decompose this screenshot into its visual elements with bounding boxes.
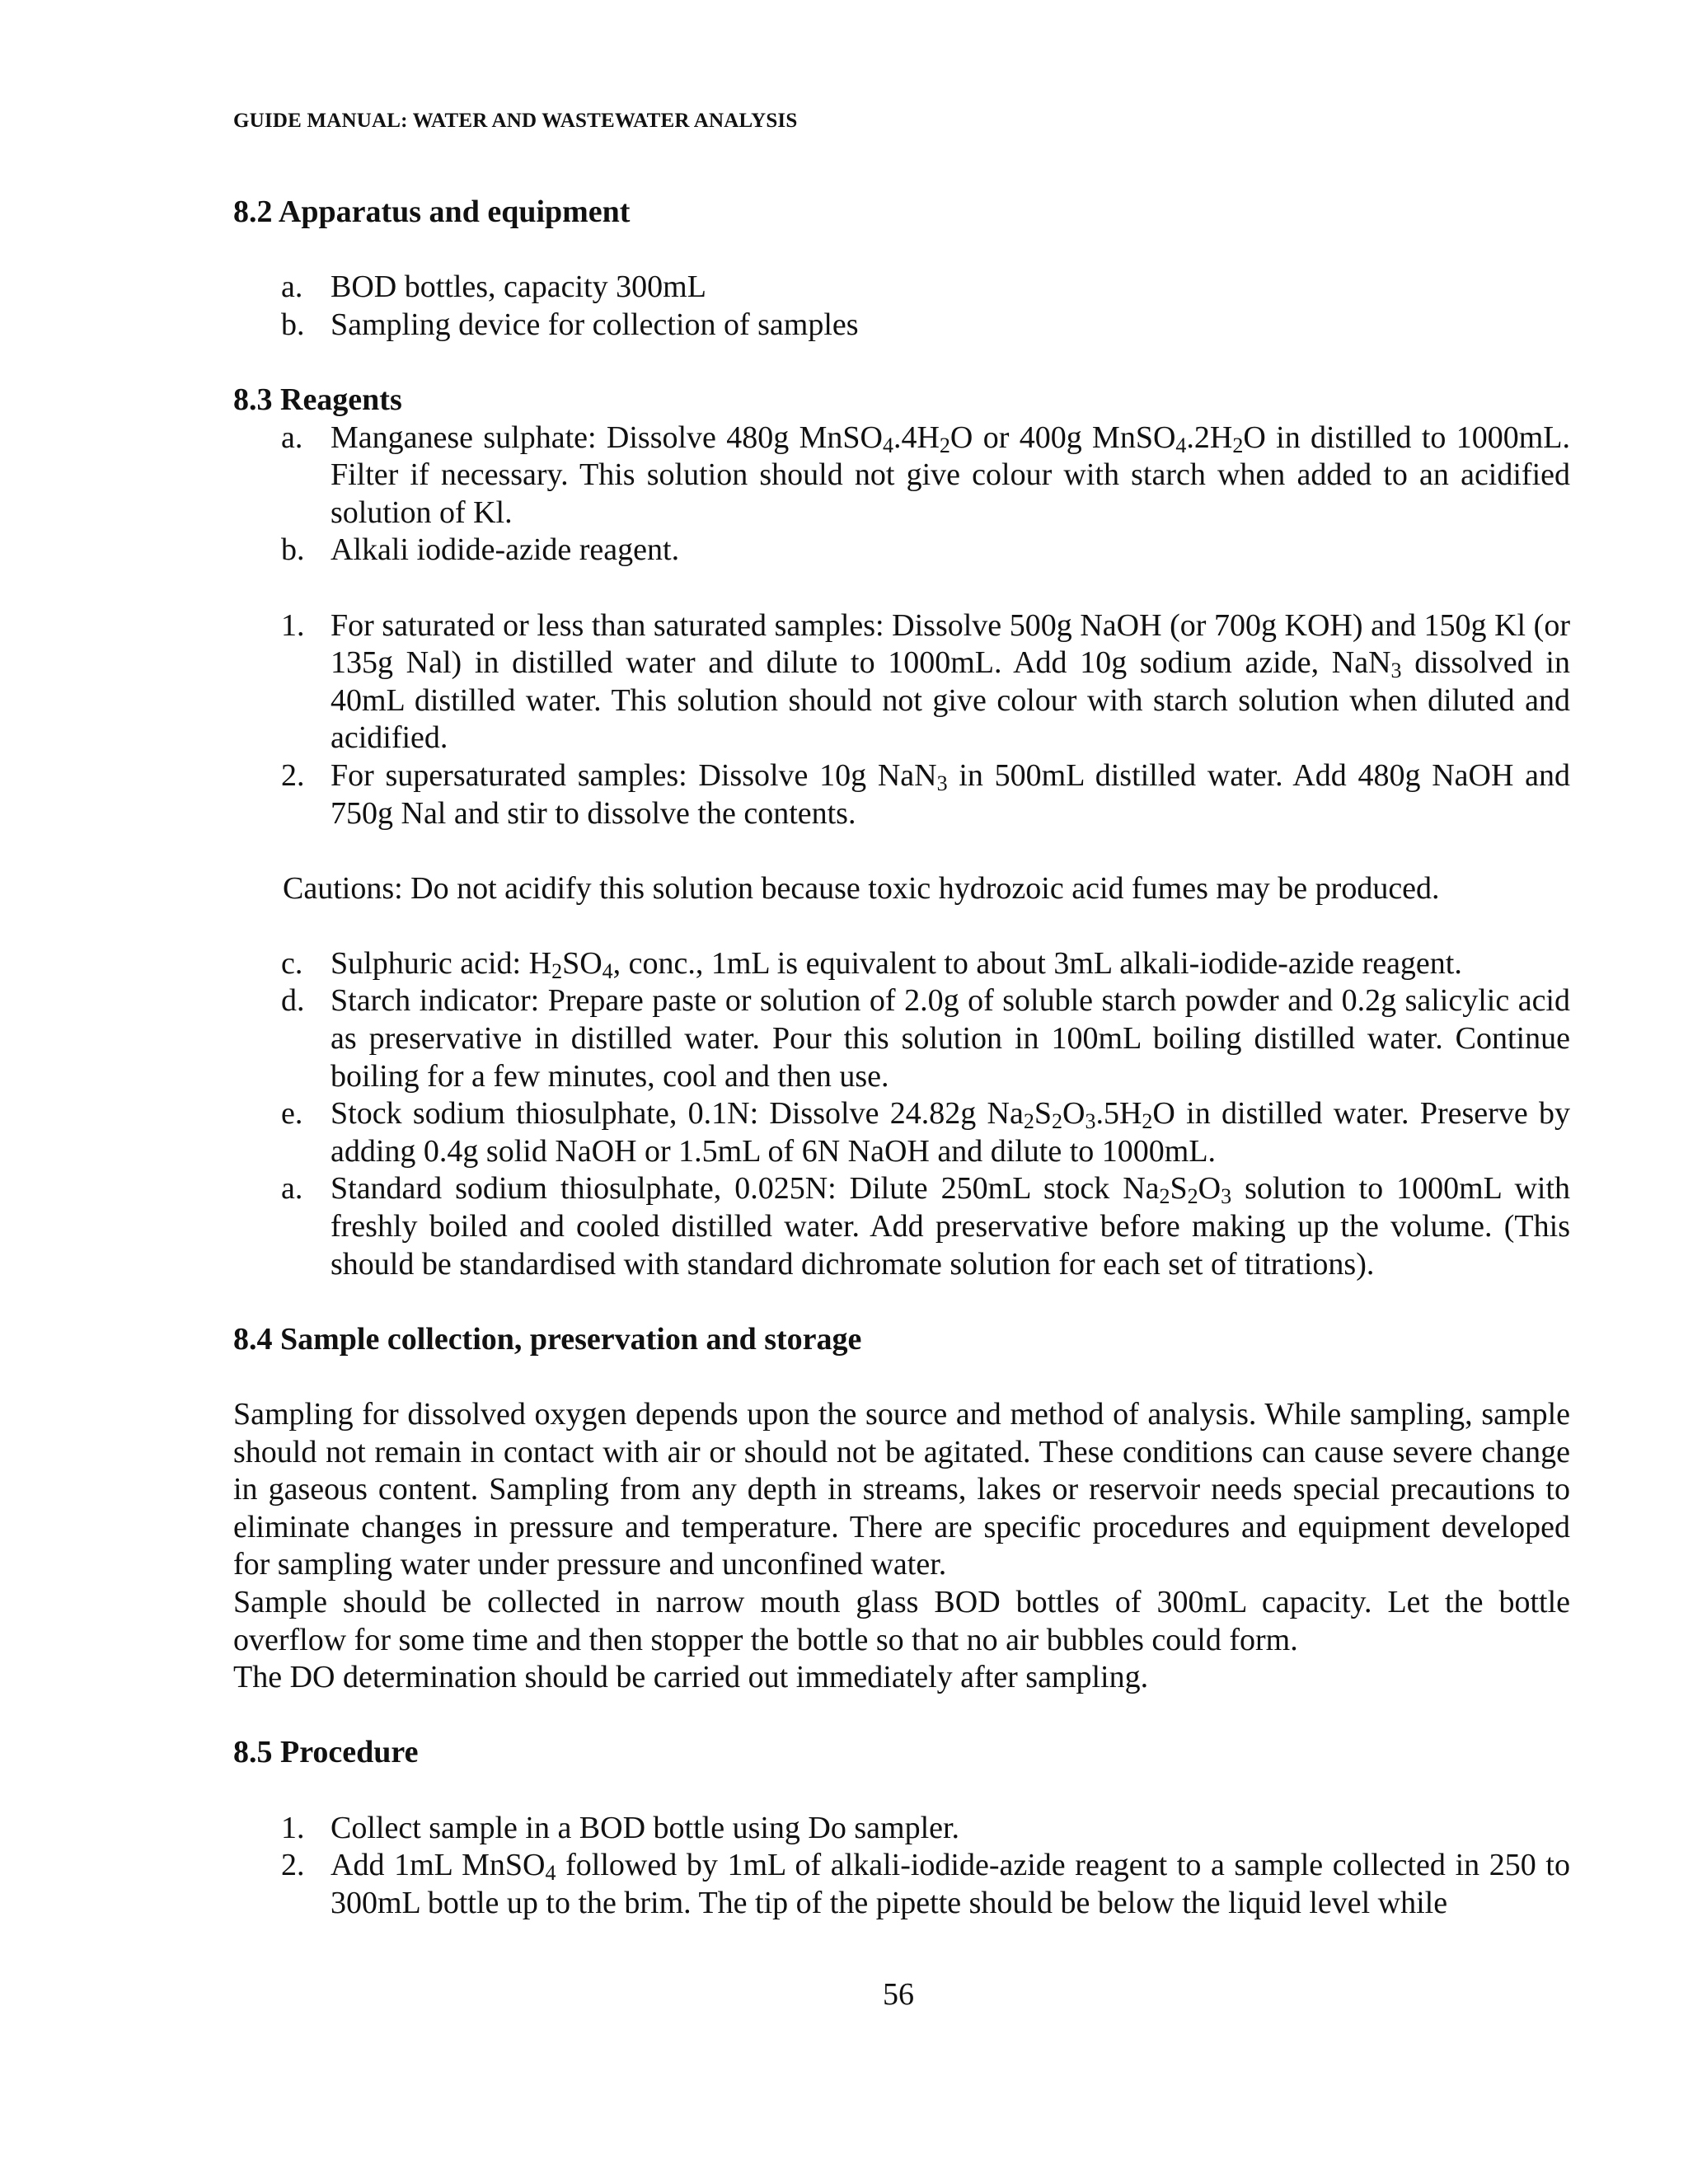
page-number: 56 <box>883 1977 914 2012</box>
paragraph: The DO determination should be carried out immediately after sampling. <box>233 1660 1149 1695</box>
subscript: 2 <box>939 433 950 457</box>
text-run: followed by 1mL of alkali-iodide-azide reagent to a sample collected in 250 to 300mL bottle up to the brim. The tip of the pipette should be below the liquid level while <box>331 1848 1570 1920</box>
paragraph: Sampling for dissolved oxygen depends upon the source and method of analysis. While sampling, sample should not remain in contact with air or should not be agitated. These conditions can cause severe change in gaseous content. Sampling from any depth in streams, lakes or reservoir needs special precautions to eliminate changes in pressure and temperature. There are specific procedures and equipment developed for sampling water under pressure and unconfined water. <box>233 1397 1570 1582</box>
subscript: 2 <box>1052 1109 1062 1134</box>
list-marker: a. <box>281 269 303 305</box>
list-item <box>233 307 1570 344</box>
text-run: O <box>1198 1171 1221 1207</box>
list-item <box>233 945 1570 983</box>
text-run: Standard sodium thiosulphate, 0.025N: Dilute 250mL stock Na <box>331 1171 1160 1207</box>
subscript: 3 <box>1085 1109 1096 1134</box>
text-run: O in distilled water. Preserve by adding 0.4g solid NaOH or 1.5mL of 6N NaOH and dilute to 1000mL. <box>331 1096 1570 1169</box>
list-marker: d. <box>281 983 305 1019</box>
list-marker: 1. <box>281 1810 305 1845</box>
text-run: Manganese sulphate: Dissolve 480g MnSO <box>331 419 883 455</box>
text-run: dissolved in 40mL distilled water. This solution should not give colour with starch solution when diluted and acidified. <box>331 645 1570 756</box>
page-content <box>233 194 1570 1922</box>
list-marker: b. <box>281 307 305 342</box>
list-marker: 1. <box>281 607 305 643</box>
alkali-iodide-sublist <box>233 607 1570 833</box>
subscript: 3 <box>1221 1184 1232 1209</box>
section-heading-procedure: 8.5 Procedure <box>233 1735 419 1770</box>
text-run: .4H <box>893 419 940 455</box>
text-run: S <box>1034 1096 1052 1132</box>
list-item <box>233 982 1570 1095</box>
list-marker: c. <box>281 945 303 981</box>
section-heading-reagents: 8.3 Reagents <box>233 382 402 417</box>
subscript: 3 <box>936 771 948 795</box>
list-item <box>233 269 1570 307</box>
list-item <box>233 1095 1570 1170</box>
section-heading-sample-collection: 8.4 Sample collection, preservation and storage <box>233 1321 862 1357</box>
list-item <box>233 532 1570 569</box>
subscript: 4 <box>602 958 613 983</box>
list-item-text: Sampling device for collection of samples <box>331 307 859 342</box>
list-marker: a. <box>281 1171 303 1207</box>
list-marker: a. <box>281 419 303 455</box>
list-item <box>233 757 1570 832</box>
subscript: 2 <box>1142 1109 1153 1134</box>
subscript: 2 <box>551 958 563 983</box>
text-run: For supersaturated samples: Dissolve 10g NaN <box>331 757 937 793</box>
list-item <box>233 1810 1570 1848</box>
list-item-text: Collect sample in a BOD bottle using Do sampler. <box>331 1810 960 1845</box>
running-header: GUIDE MANUAL: WATER AND WASTEWATER ANALYSIS <box>233 110 798 132</box>
text-run: S <box>1170 1171 1188 1207</box>
subscript: 2 <box>1187 1184 1198 1209</box>
subscript: 2 <box>1232 433 1244 457</box>
list-item <box>233 1170 1570 1283</box>
list-item <box>233 1847 1570 1922</box>
list-item-text: BOD bottles, capacity 300mL <box>331 269 706 305</box>
subscript: 3 <box>1390 658 1402 683</box>
text-run: solution to 1000mL with freshly boiled and cooled distilled water. Add preservative before making up the volume. (This should be standardised with standard dichromate solution for each set of titrations). <box>331 1171 1570 1282</box>
text-run: SO <box>562 945 603 981</box>
subscript: 4 <box>545 1861 556 1886</box>
list-item-text: Alkali iodide-azide reagent. <box>331 532 680 568</box>
text-run: Stock sodium thiosulphate, 0.1N: Dissolve 24.82g Na <box>331 1096 1024 1132</box>
subscript: 2 <box>1159 1184 1170 1209</box>
list-marker: 2. <box>281 1848 305 1883</box>
text-run: , conc., 1mL is equivalent to about 3mL alkali-iodide-azide reagent. <box>612 945 1462 981</box>
reagents-list <box>233 419 1570 569</box>
paragraph: Sample should be collected in narrow mouth glass BOD bottles of 300mL capacity. Let the bottle overflow for some time and then stopper the bottle so that no air bubbles could form. <box>233 1584 1570 1657</box>
apparatus-list <box>233 269 1570 344</box>
text-run: Add 1mL MnSO <box>331 1848 546 1883</box>
list-item-text: Starch indicator: Prepare paste or solution of 2.0g of soluble starch powder and 0.2g salicylic acid as preservative in distilled water. Pour this solution in 100mL boiling distilled water. Continue boiling for a few minutes, cool and then use. <box>331 983 1570 1094</box>
list-marker: e. <box>281 1096 303 1132</box>
list-marker: b. <box>281 532 305 568</box>
list-marker: 2. <box>281 757 305 793</box>
reagents-list-continued <box>233 945 1570 1283</box>
caution-note: Cautions: Do not acidify this solution because toxic hydrozoic acid fumes may be produced. <box>283 870 1440 906</box>
text-run: O or 400g MnSO <box>950 419 1176 455</box>
text-run: O <box>1062 1096 1085 1132</box>
subscript: 4 <box>1175 433 1187 457</box>
text-run: For saturated or less than saturated samples: Dissolve 500g NaOH (or 700g KOH) and 150g Kl (or 135g Nal) in distilled water and dilute to 1000mL. Add 10g sodium azide, NaN <box>331 607 1570 681</box>
text-run: in 500mL distilled water. Add 480g NaOH and 750g Nal and stir to dissolve the contents. <box>331 757 1570 831</box>
text-run: .5H <box>1095 1096 1142 1132</box>
list-item <box>233 607 1570 757</box>
list-item <box>233 419 1570 532</box>
procedure-list <box>233 1810 1570 1923</box>
text-run: O in distilled to 1000mL. Filter if necessary. This solution should not give colour with starch when added to an acidified solution of Kl. <box>331 419 1570 530</box>
subscript: 4 <box>882 433 893 457</box>
text-run: Sulphuric acid: H <box>331 945 552 981</box>
subscript: 2 <box>1023 1109 1034 1134</box>
text-run: .2H <box>1186 419 1233 455</box>
section-heading-apparatus: 8.2 Apparatus and equipment <box>233 194 631 229</box>
